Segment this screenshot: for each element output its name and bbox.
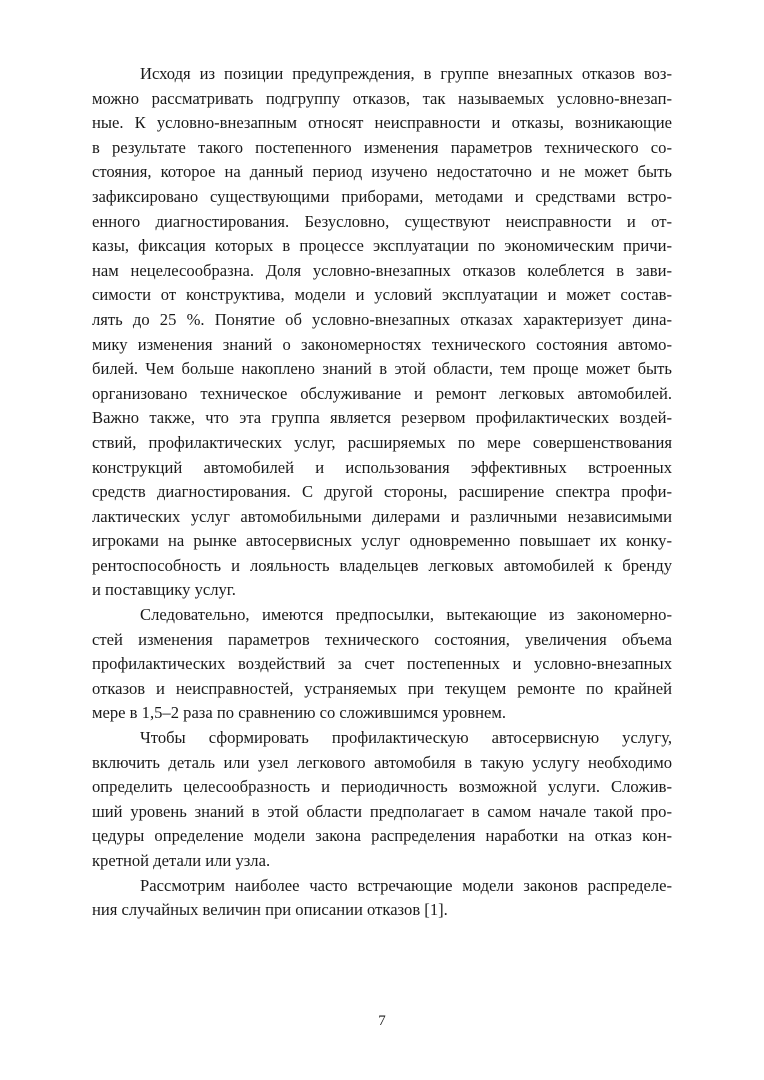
text-line: в результате такого постепенного изменения параметров технического со- (92, 137, 672, 157)
paragraph-3 (92, 726, 672, 874)
text-line: Исходя из позиции предупреждения, в группе внезапных отказов воз- (140, 64, 672, 83)
text-line: организовано техническое обслуживание и ремонт легковых автомобилей. (92, 383, 672, 403)
text-line: казы, фиксация которых в процессе эксплуатации по экономическим причи- (92, 236, 672, 256)
text-line: Рассмотрим наиболее часто встречающие модели законов распределе- (140, 875, 672, 895)
text-line: и поставщику услуг. (92, 580, 236, 600)
paragraph-1 (92, 62, 672, 603)
text-line: игроками на рынке автосервисных услуг одновременно повышает их конку- (92, 531, 672, 551)
text-line: кретной детали или узла. (92, 851, 271, 870)
text-line: ния случайных величин при описании отказов [1]. (92, 900, 448, 920)
text-line: Важно также, что эта группа является резервом профилактических воздей- (92, 408, 672, 428)
text-line: включить деталь или узел легкового автомобиля в такую услугу необходимо (92, 752, 672, 772)
text-line: енного диагностирования. Безусловно, существуют неисправности и от- (92, 211, 672, 231)
text-line: Следовательно, имеются предпосылки, вытекающие из закономерно- (140, 605, 672, 625)
text-line: ствий, профилактических услуг, расширяемых по мере совершенствования (92, 432, 672, 452)
text-line: можно рассматривать подгруппу отказов, так называемых условно-внезап- (92, 88, 672, 108)
text-line: билей. Чем больше накоплено знаний в этой области, тем проще может быть (92, 359, 672, 379)
text-line: лактических услуг автомобильными дилерами и различными независимыми (92, 506, 672, 526)
body-text (92, 62, 672, 923)
text-line: нам нецелесообразна. Доля условно-внезапных отказов колеблется в зави- (92, 260, 672, 280)
text-line: ший уровень знаний в этой области предполагает в самом начале такой про- (92, 801, 672, 821)
page-number: 7 (378, 1013, 386, 1029)
text-line: симости от конструктива, модели и условий эксплуатации и может состав- (92, 285, 672, 305)
text-line: стояния, которое на данный период изучено недостаточно и не может быть (92, 162, 672, 182)
text-line: цедуры определение модели закона распределения наработки на отказ кон- (92, 826, 672, 846)
text-line: определить целесообразность и периодичность возможной услуги. Сложив- (92, 777, 672, 797)
text-line: зафиксировано существующими приборами, методами и средствами встро- (92, 186, 672, 206)
text-line: лять до 25 %. Понятие об условно-внезапных отказах характеризует дина- (92, 309, 672, 329)
paragraph-2 (92, 603, 672, 726)
text-line: ные. К условно-внезапным относят неисправности и отказы, возникающие (92, 113, 672, 133)
text-line: конструкций автомобилей и использования эффективных встроенных (92, 457, 672, 477)
text-line: отказов и неисправностей, устраняемых при текущем ремонте по крайней (92, 678, 672, 698)
text-line: профилактических воздействий за счет постепенных и условно-внезапных (92, 654, 672, 674)
text-line: рентоспособность и лояльность владельцев легковых автомобилей к бренду (92, 555, 672, 575)
text-line: мере в 1,5–2 раза по сравнению со сложившимся уровнем. (92, 703, 507, 723)
text-line: средств диагностирования. С другой стороны, расширение спектра профи- (92, 482, 672, 502)
paragraph-4 (92, 874, 672, 923)
text-line: мику изменения знаний о закономерностях технического состояния автомо- (92, 334, 672, 354)
text-line: стей изменения параметров технического состояния, увеличения объема (92, 629, 672, 649)
text-line: Чтобы сформировать профилактическую автосервисную услугу, (140, 728, 672, 748)
